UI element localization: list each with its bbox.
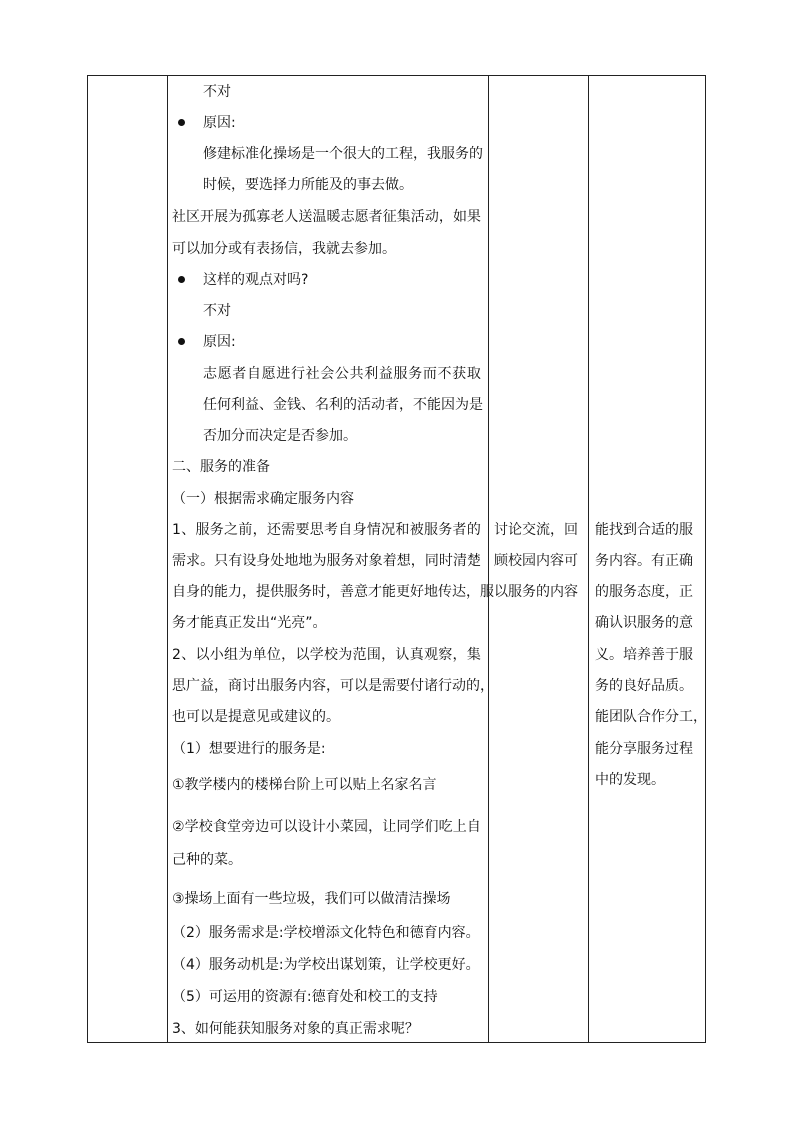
text-line: 务才能真正发出“光亮”。	[172, 615, 327, 631]
activity-cell	[493, 75, 585, 1043]
text-line: 这样的观点对吗?	[203, 272, 309, 288]
text-line: 不对	[203, 303, 231, 319]
text-line: 思 广 益 ， 商 讨 出 服 务 内 容 ， 可 以 是 需 要 付 诸 行 动 的 ，	[172, 678, 494, 694]
text-line: 否加分而决定是否参加。	[203, 428, 357, 444]
bullet-icon	[178, 119, 185, 126]
text-line: 确认识服务的意	[595, 615, 693, 631]
text-line: 以服务的内容	[494, 584, 578, 600]
text-line: 义。培养善于服	[595, 647, 693, 663]
list-item: ①教学楼内的楼梯台阶上可以贴上名家名言	[172, 777, 437, 793]
text-line: 任 何 利 益 、 金 钱 、 名 利 的 活 动 者 ， 不 能 因 为 是	[203, 397, 483, 413]
text-line: （4）服务动机是:为学校出谋划策，让学校更好。	[172, 957, 480, 973]
text-line: 自 身 的 能 力 ， 提 供 服 务 时 ， 善 意 才 能 更 好 地 传 达 ， 服	[172, 584, 494, 600]
lesson-table	[87, 75, 706, 1043]
text-line: 原因:	[203, 334, 236, 350]
section-heading: 二、服务的准备	[172, 459, 270, 475]
text-line: 顾校园内容可	[494, 553, 578, 569]
text-line: 能分享服务过程	[595, 741, 693, 757]
column-divider-1	[167, 75, 168, 1043]
text-line: 1 、 服 务 之 前 ， 还 需 要 思 考 自 身 情 况 和 被 服 务 者 的	[172, 522, 481, 538]
text-line: 志 愿 者 自 愿 进 行 社 会 公 共 利 益 服 务 而 不 获 取	[203, 366, 481, 382]
bullet-icon	[178, 276, 185, 283]
text-line: 可以加分或有表扬信，我就去参加。	[172, 241, 396, 257]
text-line: 需 求 。 只 有 设 身 处 地 地 为 服 务 对 象 着 想 ， 同 时 清 楚	[172, 553, 481, 569]
text-line: 也可以是提意见或建议的。	[172, 709, 340, 725]
objective-cell	[595, 75, 707, 1043]
text-line: 己种的菜。	[172, 852, 242, 868]
text-line: 3、如何能获知服务对象的真正需求呢？	[172, 1021, 419, 1037]
text-line: （2）服务需求是:学校增添文化特色和德育内容。	[172, 925, 480, 941]
text-line: 社 区 开 展 为 孤 寡 老 人 送 温 暖 志 愿 者 征 集 活 动 ， 如 果	[172, 209, 481, 225]
bullet-icon	[178, 338, 185, 345]
list-item: ③操场上面有一些垃圾，我们可以做清洁操场	[172, 891, 451, 907]
text-line: （5）可运用的资源有:德育处和校工的支持	[172, 989, 438, 1005]
text-line: 中的发现。	[595, 772, 665, 788]
list-item: ② 学 校 食 堂 旁 边 可 以 设 计 小 菜 园 ， 让 同 学 们 吃 上 自	[172, 819, 481, 835]
column-divider-3	[588, 75, 589, 1043]
text-line: 原因:	[203, 115, 236, 131]
table-border-right	[705, 75, 706, 1043]
content-cell	[171, 75, 494, 1043]
text-line: 修 建 标 准 化 操 场 是 一 个 很 大 的 工 程 ， 我 服 务 的	[203, 146, 483, 162]
column-divider-2	[488, 75, 489, 1043]
text-line: 能团队合作分工，	[595, 709, 707, 725]
text-line: 不对	[203, 84, 231, 100]
col1-cell	[88, 75, 166, 1043]
text-line: 时候，要选择力所能及的事去做。	[203, 177, 413, 193]
text-line: 2 、 以 小 组 为 单 位 ， 以 学 校 为 范 围 ， 认 真 观 察 ， 集	[172, 647, 481, 663]
text-line: （1）想要进行的服务是:	[172, 741, 326, 757]
subsection-heading: （一）根据需求确定服务内容	[172, 491, 354, 507]
text-line: 讨论交流，回	[494, 522, 578, 538]
text-line: 的服务态度，正	[595, 584, 693, 600]
text-line: 能找到合适的服	[595, 522, 693, 538]
text-line: 务的良好品质。	[595, 678, 693, 694]
text-line: 务内容。有正确	[595, 553, 693, 569]
